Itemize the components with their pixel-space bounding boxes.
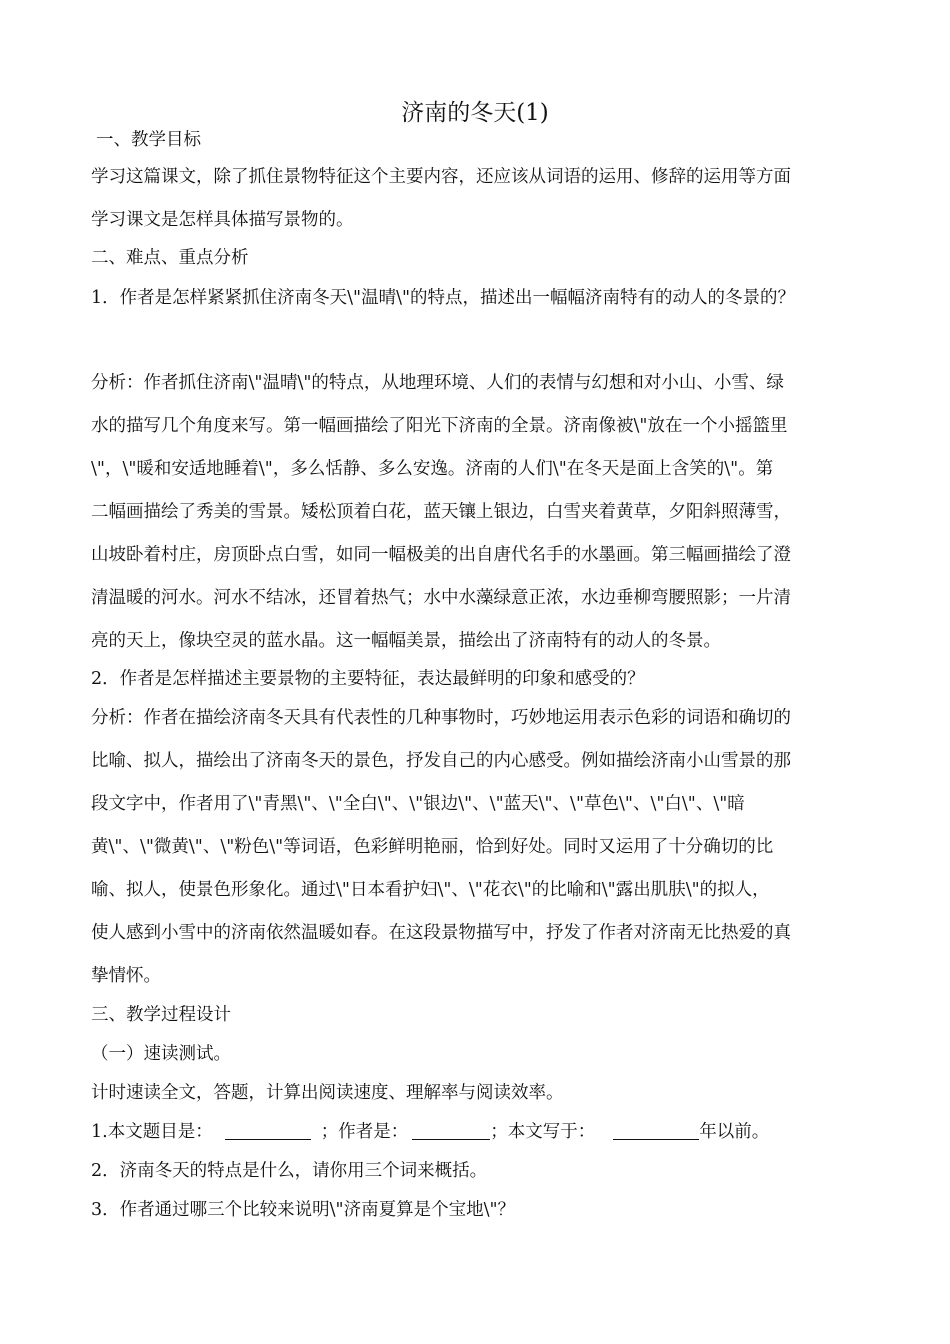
paragraph-line: 二幅画描绘了秀美的雪景。矮松顶着白花，蓝天镶上银边，白雪夹着黄草，夕阳斜照薄雪， — [91, 502, 791, 522]
paragraph-line: 分析：作者抓住济南\"温晴\"的特点，从地理环境、人们的表情与幻想和对小山、小雪、绿 — [91, 373, 784, 393]
fill-label-suffix: 年以前。 — [699, 1122, 770, 1142]
fill-label-year: ；本文写于： — [490, 1122, 596, 1142]
paragraph-line: 亮的天上，像块空灵的蓝水晶。这一幅幅美景，描绘出了济南特有的动人的冬景。 — [91, 631, 721, 651]
paragraph-line: 挚情怀。 — [91, 966, 161, 986]
fill-in-question — [91, 1118, 881, 1146]
paragraph-line: 黄\"、\"微黄\"、\"粉色\"等词语，色彩鲜明艳丽，恰到好处。同时又运用了十分确切的比 — [91, 837, 774, 857]
paragraph-line: 比喻、拟人，描绘出了济南冬天的景色，抒发自己的内心感受。例如描绘济南小山雪景的那 — [91, 751, 791, 771]
fill-label-author: ；作者是： — [320, 1122, 409, 1142]
section-heading-process: 三、教学过程设计 — [91, 1005, 231, 1025]
fill-label-title: 1.本文题目是： — [91, 1122, 213, 1142]
subsection-heading: （一）速读测试。 — [91, 1044, 231, 1064]
question-2: 2．作者是怎样描述主要景物的主要特征，表达最鲜明的印象和感受的？ — [91, 669, 645, 689]
paragraph-line: 计时速读全文，答题，计算出阅读速度、理解率与阅读效率。 — [91, 1083, 564, 1103]
question-1: 1．作者是怎样紧紧抓住济南冬天\"温晴\"的特点，描述出一幅幅济南特有的动人的冬景的？ — [91, 288, 796, 308]
paragraph-line: 学习这篇课文，除了抓住景物特征这个主要内容，还应该从词语的运用、修辞的运用等方面 — [91, 167, 791, 187]
document-title: 济南的冬天(1) — [401, 100, 549, 126]
paragraph-line: \"，\"暖和安适地睡着\"，多么恬静、多么安逸。济南的人们\"在冬天是面上含笑的\"。第 — [91, 459, 774, 479]
section-heading-objectives: 一、教学目标 — [96, 130, 201, 150]
paragraph-line: 段文字中，作者用了\"青黑\"、\"全白\"、\"银边\"、\"蓝天\"、\"草色\"、\"白\"、\"暗 — [91, 794, 745, 814]
paragraph-line: 喻、拟人，使景色形象化。通过\"日本看护妇\"、\"花衣\"的比喻和\"露出肌肤\"的拟人， — [91, 880, 770, 900]
section-heading-analysis: 二、难点、重点分析 — [91, 248, 249, 268]
paragraph-line: 学习课文是怎样具体描写景物的。 — [91, 210, 354, 230]
paragraph-line: 山坡卧着村庄，房顶卧点白雪，如同一幅极美的出自唐代名手的水墨画。第三幅画描绘了澄 — [91, 545, 791, 565]
paragraph-line: 水的描写几个角度来写。第一幅画描绘了阳光下济南的全景。济南像被\"放在一个小摇篮里 — [91, 416, 788, 436]
question-4: 3．作者通过哪三个比较来说明\"济南夏算是个宝地\"？ — [91, 1200, 516, 1220]
question-3: 2．济南冬天的特点是什么，请你用三个词来概括。 — [91, 1161, 488, 1181]
paragraph-line: 清温暖的河水。河水不结冰，还冒着热气；水中水藻绿意正浓，水边垂柳弯腰照影；一片清 — [91, 588, 791, 608]
blank-year[interactable] — [613, 1121, 699, 1140]
paragraph-line: 使人感到小雪中的济南依然温暖如春。在这段景物描写中，抒发了作者对济南无比热爱的真 — [91, 923, 791, 943]
blank-author[interactable] — [412, 1121, 490, 1140]
blank-title[interactable] — [225, 1121, 311, 1140]
paragraph-line: 分析：作者在描绘济南冬天具有代表性的几种事物时，巧妙地运用表示色彩的词语和确切的 — [91, 708, 791, 728]
